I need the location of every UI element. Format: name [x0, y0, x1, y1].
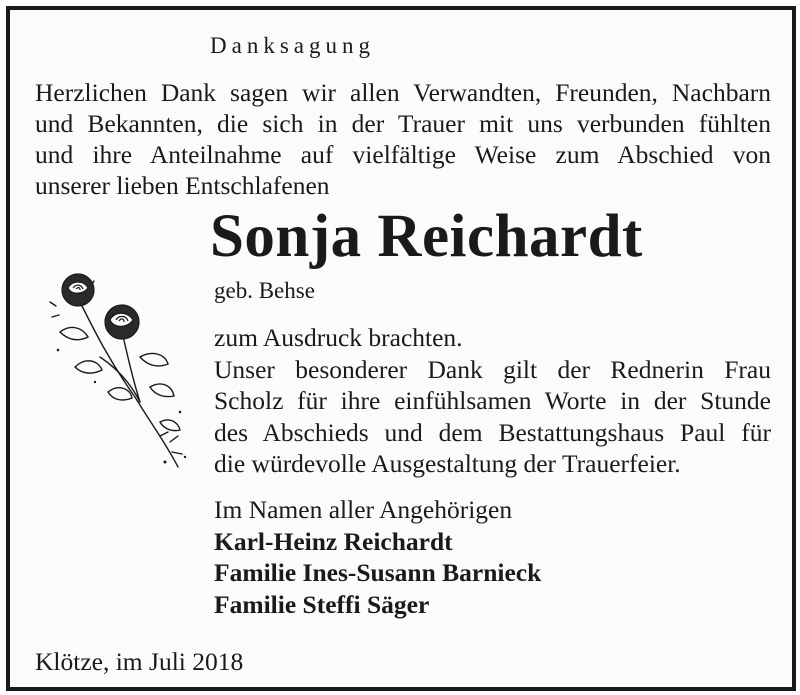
- body-line: zum Ausdruck brachten.: [214, 323, 463, 352]
- body-line: Scholz für ihre einfühlsamen Worte in der Stunde: [214, 386, 771, 415]
- body-line: Unser besonderer Dank gilt der Rednerin Frau: [214, 354, 771, 384]
- intro-text: [35, 77, 771, 201]
- intro-line: Herzlichen Dank sagen wir allen Verwandten, Freunden, Nachbarn: [35, 78, 771, 107]
- signoff-intro: Im Namen aller Angehörigen: [214, 495, 513, 524]
- signoff: [214, 494, 541, 620]
- body-line: des Abschieds und dem Bestattungshaus Paul für: [214, 417, 771, 447]
- intro-line: und ihre Anteilnahme auf vielfältige Weise zum Abschied von: [35, 140, 771, 169]
- obituary-frame: [6, 6, 796, 691]
- body-line: die würdevolle Ausgestaltung der Trauerfeier.: [214, 449, 681, 478]
- roses-icon: [40, 262, 200, 477]
- signatory: Familie Steffi Säger: [214, 589, 430, 619]
- signatory: Familie Ines-Susann Barnieck: [214, 558, 542, 587]
- deceased-name: Sonja Reichardt: [210, 203, 643, 270]
- heading: Danksagung: [210, 33, 375, 58]
- body-text: [214, 322, 771, 480]
- intro-line: und Bekannten, die sich in der Trauer mit uns verbunden fühlten: [35, 109, 771, 138]
- maiden-name: geb. Behse: [214, 278, 315, 303]
- place-date: Klötze, im Juli 2018: [35, 647, 244, 676]
- intro-line: unserer lieben Entschlafenen: [35, 171, 330, 200]
- signatory: Karl-Heinz Reichardt: [214, 526, 453, 556]
